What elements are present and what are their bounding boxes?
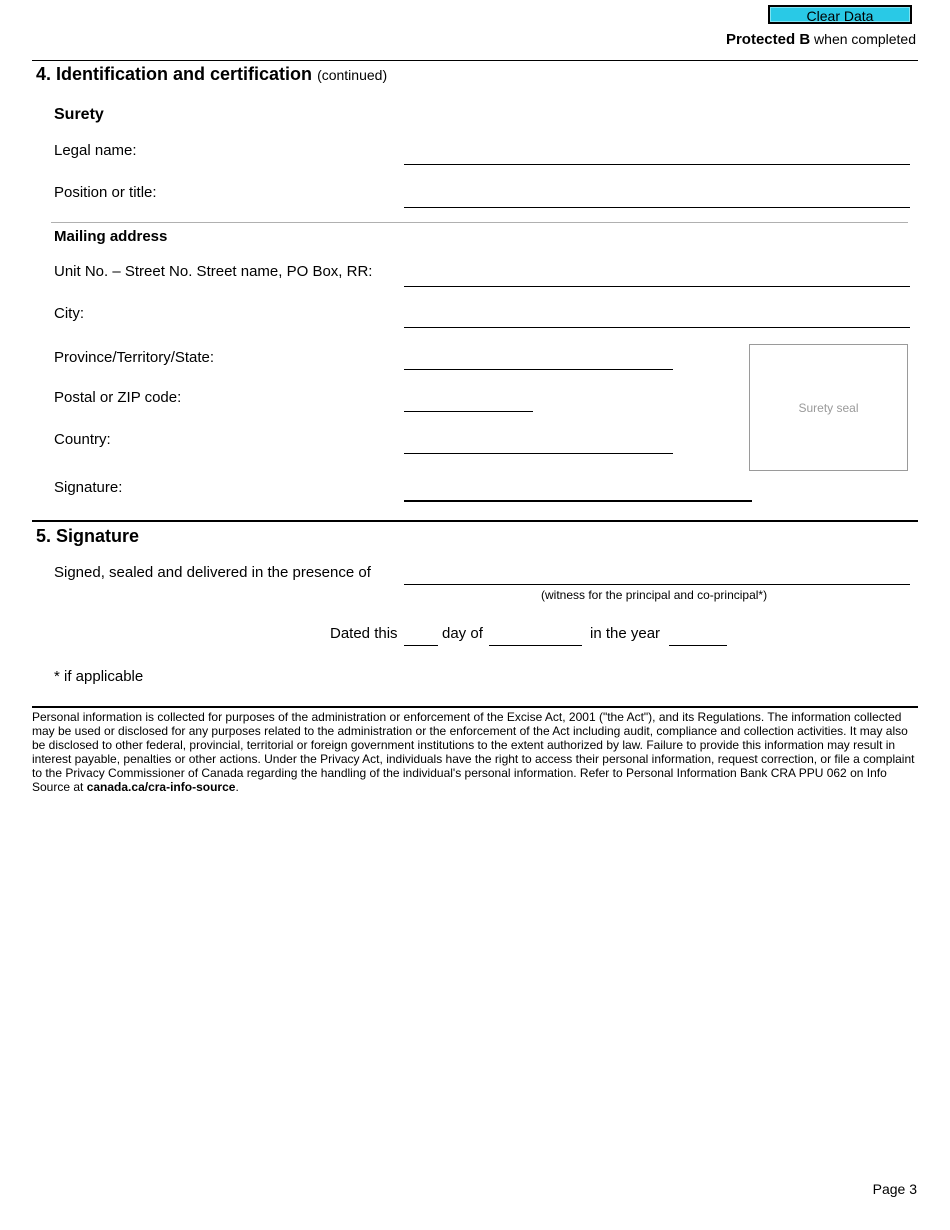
country-input[interactable] xyxy=(404,435,673,454)
section4-title xyxy=(36,64,387,85)
mailing-address-heading: Mailing address xyxy=(54,228,168,245)
privacy-text: Personal information is collected for purposes of the administration or enforcement of the Excise Act, 2001 ("the Act"), and its Regulations. The information collected may be used or disclosed for any purposes related to the administration or the enforcement of the Act including audit, compliance and collection activities. It may also be disclosed to other federal, provincial, territorial or foreign government institutions to the extent authorized by law. Failure to provide this information may result in interest payable, penalties or other actions. Under the Privacy Act, individuals have the right to access their personal information, request correction, or file a complaint to the Privacy Commissioner of Canada regarding the handling of the individual's personal information. Refer to Personal Information Bank CRA PPU 062 on Info Source at xyxy=(32,710,915,794)
postal-input[interactable] xyxy=(404,393,533,412)
protected-suffix: when completed xyxy=(810,31,916,47)
section4-top-rule xyxy=(32,60,918,61)
section4-continued: (continued) xyxy=(317,67,388,83)
city-input[interactable] xyxy=(404,309,910,328)
position-input[interactable] xyxy=(404,189,910,208)
day-of-label: day of xyxy=(442,625,483,642)
info-source-link[interactable]: canada.ca/cra-info-source xyxy=(86,780,236,794)
postal-label: Postal or ZIP code: xyxy=(54,389,182,406)
street-input[interactable] xyxy=(404,268,910,287)
country-label: Country: xyxy=(54,431,111,448)
city-label: City: xyxy=(54,305,84,322)
section5-title: 5. Signature xyxy=(36,526,140,546)
street-label: Unit No. – Street No. Street name, PO Box, RR: xyxy=(54,263,373,280)
in-the-year-label: in the year xyxy=(590,625,661,642)
surety-heading: Surety xyxy=(54,106,104,123)
position-label: Position or title: xyxy=(54,184,157,201)
province-label: Province/Territory/State: xyxy=(54,349,215,366)
dated-this-label: Dated this xyxy=(330,625,398,642)
witness-input[interactable] xyxy=(404,566,910,585)
day-input[interactable] xyxy=(404,627,438,646)
privacy-statement xyxy=(32,710,916,794)
privacy-top-rule xyxy=(32,706,918,708)
section5-top-rule xyxy=(32,520,918,522)
protected-level: Protected B xyxy=(725,31,811,48)
year-input[interactable] xyxy=(669,627,727,646)
clear-data-button[interactable]: Clear Data xyxy=(768,5,912,24)
section4-title-text: 4. Identification and certification xyxy=(36,64,313,84)
signature-label: Signature: xyxy=(54,479,123,496)
legal-name-label: Legal name: xyxy=(54,142,137,159)
month-input[interactable] xyxy=(489,627,582,646)
presence-label: Signed, sealed and delivered in the presence of xyxy=(54,564,371,581)
witness-caption: (witness for the principal and co-principal*) xyxy=(541,588,768,602)
surety-seal-box xyxy=(749,344,908,471)
mailing-divider xyxy=(51,222,908,223)
province-input[interactable] xyxy=(404,351,673,370)
legal-name-input[interactable] xyxy=(404,146,910,165)
signature-input[interactable] xyxy=(404,482,752,502)
protected-status xyxy=(726,31,916,48)
privacy-end: . xyxy=(235,780,239,794)
page-number: Page 3 xyxy=(872,1181,917,1197)
footnote-applicable: * if applicable xyxy=(54,668,144,685)
surety-seal-label: Surety seal xyxy=(798,400,859,415)
